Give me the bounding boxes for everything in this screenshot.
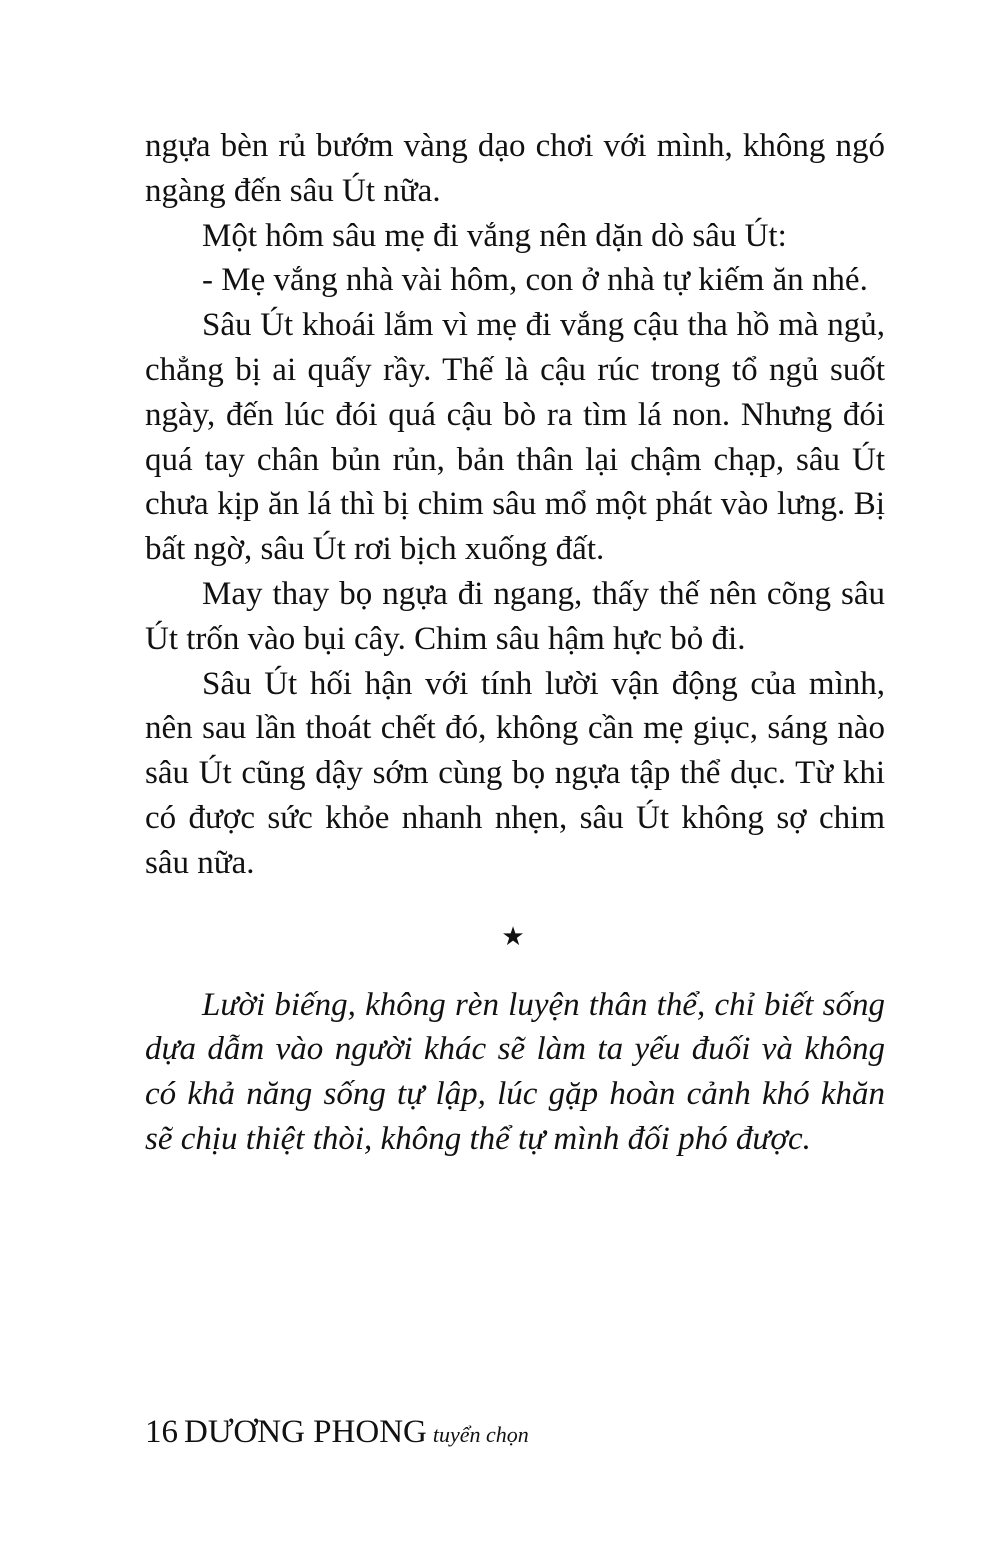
series-label: tuyển chọn <box>432 1422 529 1447</box>
paragraph-5: May thay bọ ngựa đi ngang, thấy thế nên cõng sâu Út trốn vào bụi cây. Chim sâu hậm hực bỏ đi. <box>145 575 885 657</box>
paragraph-4: Sâu Út khoái lắm vì mẹ đi vắng cậu tha hồ mà ngủ, chẳng bị ai quấy rầy. Thế là cậu rúc trong tổ ngủ suốt ngày, đến lúc đói quá cậu bò ra tìm lá non. Nhưng đói quá tay chân bủn rủn, bản thân lại chậm chạp, sâu Út chưa kịp ăn lá thì bị chim sâu mổ một phát vào lưng. Bị bất ngờ, sâu Út rơi bịch xuống đất. <box>145 307 885 568</box>
paragraph-2: Một hôm sâu mẹ đi vắng nên dặn dò sâu Út: <box>202 217 787 254</box>
page-footer <box>145 1412 529 1455</box>
section-separator-star: ★ <box>501 921 525 951</box>
paragraph-1: ngựa bèn rủ bướm vàng dạo chơi với mình, không ngó ngàng đến sâu Út nữa. <box>145 128 885 209</box>
paragraph-3: - Mẹ vắng nhà vài hôm, con ở nhà tự kiếm ăn nhé. <box>202 262 868 299</box>
page-number: 16 <box>145 1414 178 1450</box>
paragraph-6: Sâu Út hối hận với tính lười vận động của mình, nên sau lần thoát chết đó, không cần mẹ giục, sáng nào sâu Út cũng dậy sớm cùng bọ ngựa tập thể dục. Từ khi có được sức khỏe nhanh nhẹn, sâu Út không sợ chim sâu nữa. <box>145 665 885 881</box>
page-body <box>145 124 885 1162</box>
moral-text: Lười biếng, không rèn luyện thân thể, chỉ biết sống dựa dẫm vào người khác sẽ làm ta yếu đuối và không có khả năng sống tự lập, lúc gặp hoàn cảnh khó khăn sẽ chịu thiệt thòi, không thể tự mình đối phó được. <box>145 986 885 1157</box>
author-name: DƯƠNG PHONG <box>184 1414 427 1450</box>
